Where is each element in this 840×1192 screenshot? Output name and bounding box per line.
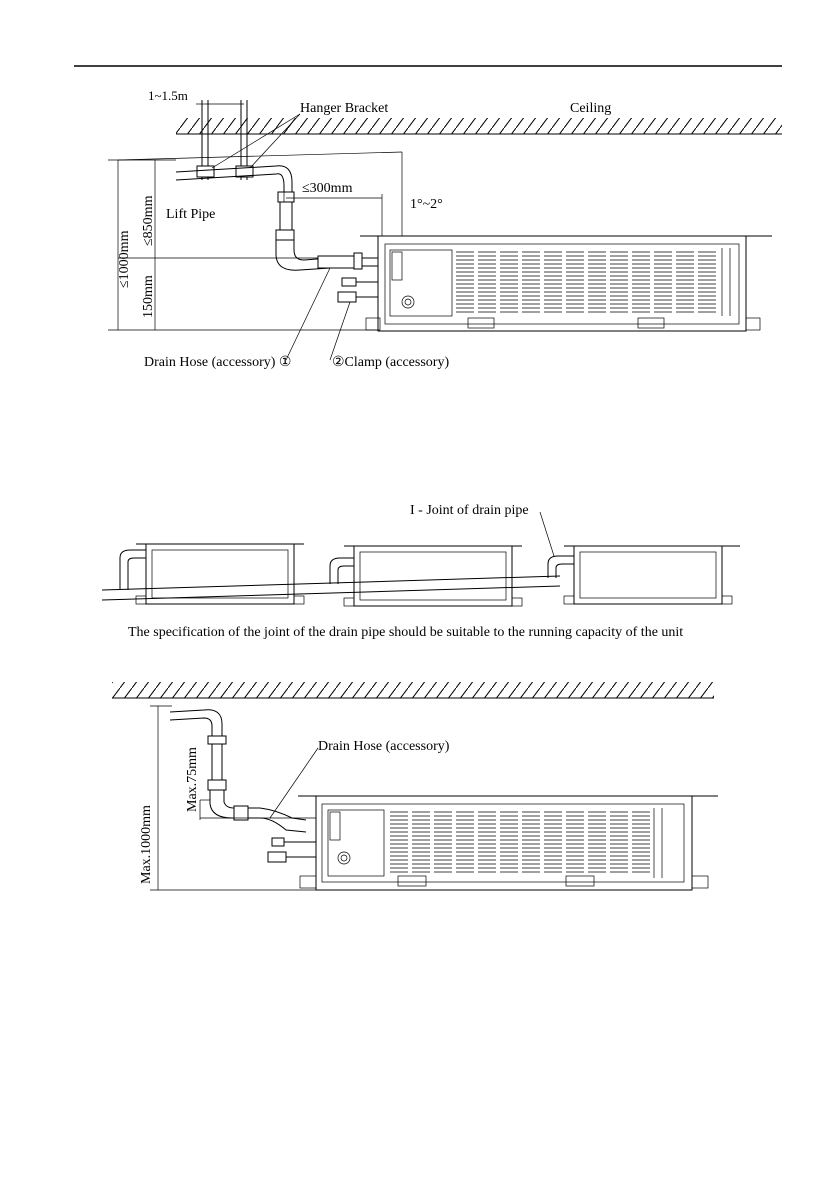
indoor-unit-bottom	[298, 796, 718, 890]
ceiling-hatch-bottom	[112, 682, 714, 698]
dim-150-label: 150mm	[141, 275, 156, 318]
indoor-unit-3	[564, 546, 740, 604]
max-1000-label: Max.1000mm	[139, 805, 154, 884]
middle-diagram	[102, 503, 740, 640]
middle-caption: The specification of the joint of the drain pipe should be suitable to the running capacity of the unit	[128, 625, 684, 640]
drain-hose-bottom-label: Drain Hose (accessory)	[318, 739, 450, 754]
drain-hose-label: Drain Hose (accessory) ①	[144, 355, 292, 370]
lift-pipe-label: Lift Pipe	[166, 207, 216, 222]
dim-300-label: ≤300mm	[302, 181, 353, 196]
clamp-label: ②Clamp (accessory)	[332, 355, 450, 370]
ceiling-hatch	[176, 118, 782, 134]
slope-label: 1°~2°	[410, 197, 443, 212]
dim-850-label: ≤850mm	[141, 195, 156, 246]
ceiling-label: Ceiling	[570, 101, 612, 116]
dim-1000-label: ≤1000mm	[117, 230, 132, 288]
max-75-label: Max.75mm	[185, 747, 200, 812]
bottom-diagram	[112, 682, 718, 890]
indoor-unit-2	[344, 546, 522, 606]
dim-spacing-label: 1~1.5m	[148, 88, 188, 103]
indoor-unit-top	[360, 236, 772, 331]
joint-label: I - Joint of drain pipe	[410, 503, 529, 518]
top-diagram	[108, 88, 782, 370]
hanger-bracket-label: Hanger Bracket	[300, 101, 389, 116]
